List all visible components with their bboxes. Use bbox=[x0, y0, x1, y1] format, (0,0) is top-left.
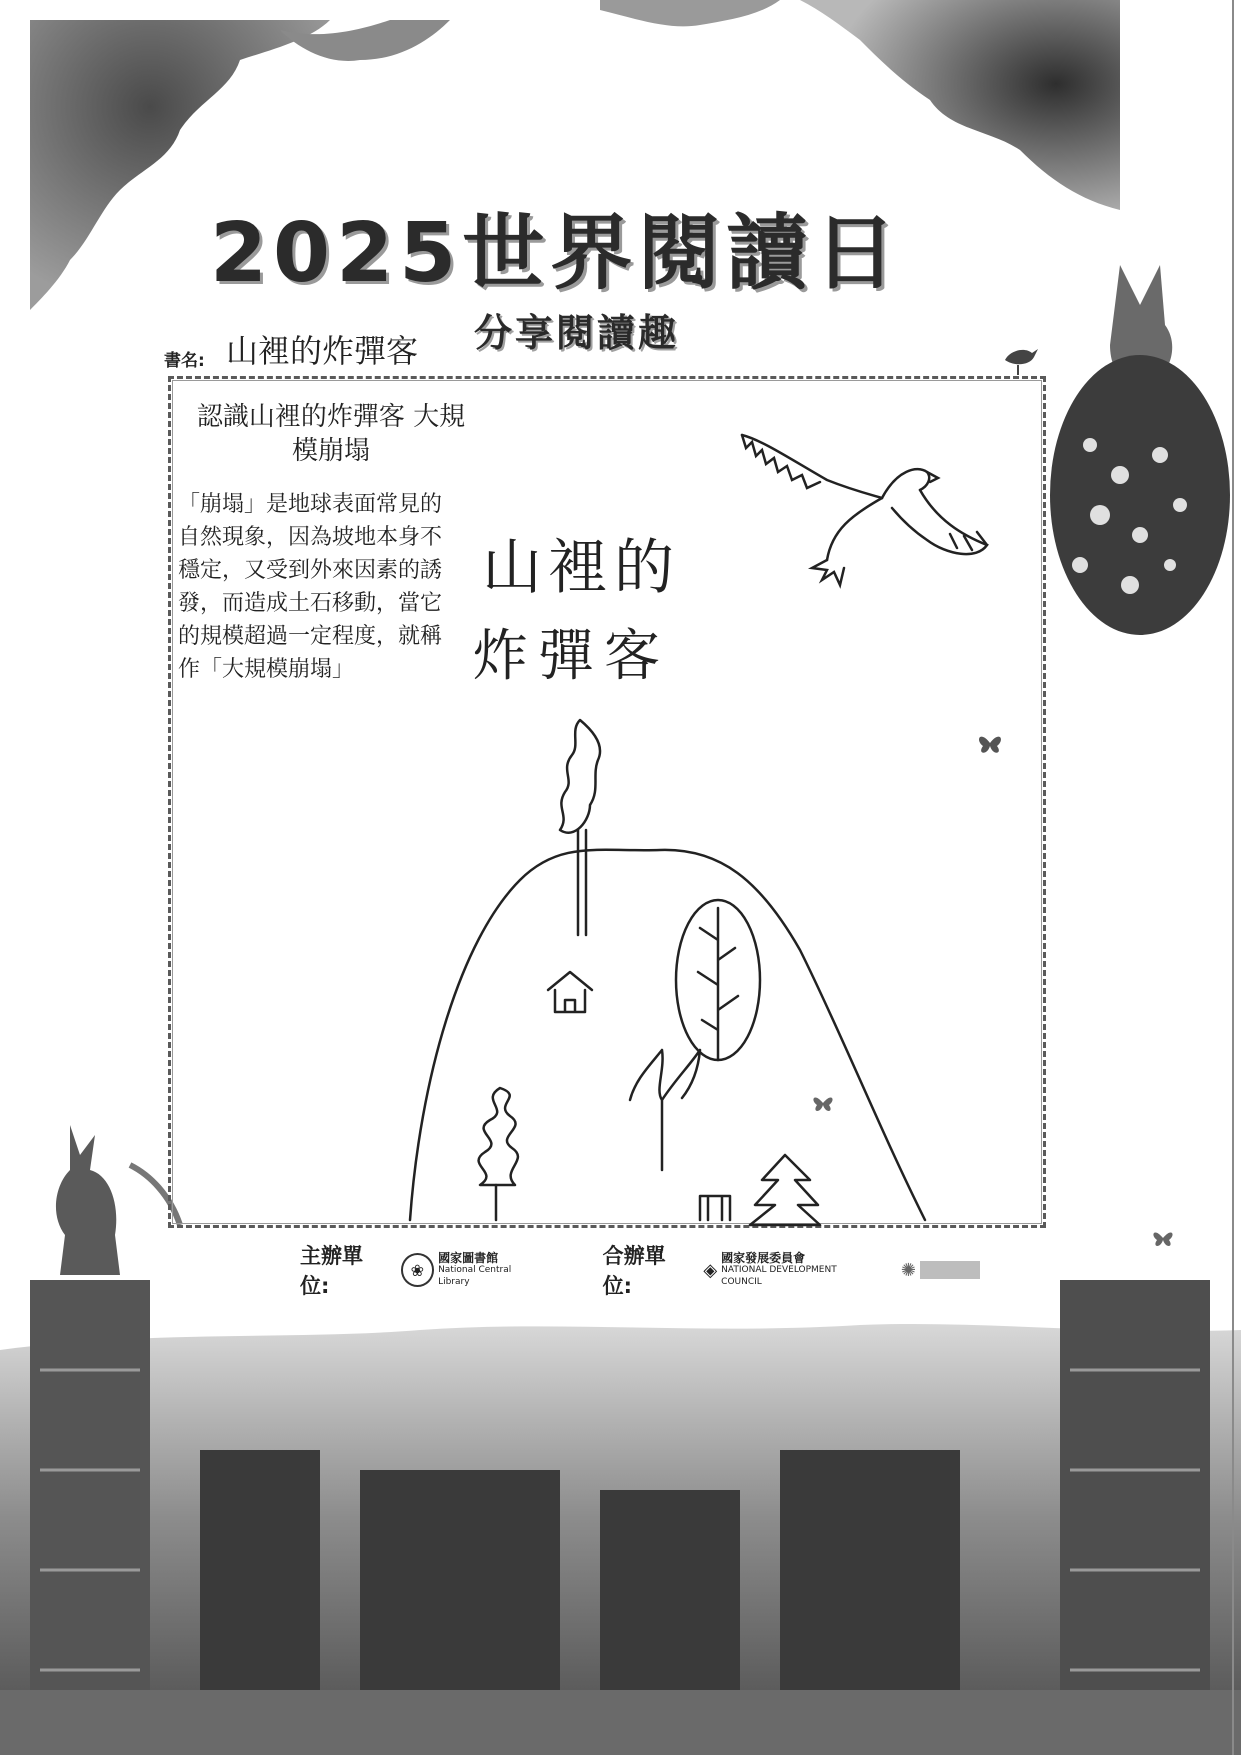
bottom-bookshelf-scenery bbox=[0, 1250, 1241, 1755]
book-title: 山裡的炸彈客 bbox=[226, 332, 419, 370]
third-partner-logo bbox=[901, 1260, 980, 1281]
poster-title: 2025世界閱讀日 bbox=[210, 206, 903, 301]
drawing-title-line1: 山裡的 bbox=[482, 533, 680, 603]
scan-edge-line bbox=[1232, 0, 1234, 1755]
ncl-logo bbox=[401, 1252, 544, 1288]
wolf-and-mushroom-illustration bbox=[1050, 245, 1230, 645]
butterfly-icon bbox=[1150, 1225, 1176, 1251]
co-organizer-name-en: NATIONAL DEVELOPMENT COUNCIL bbox=[721, 1265, 837, 1287]
ndc-mark-icon: ◈ bbox=[703, 1259, 718, 1281]
small-bird-icon bbox=[1000, 335, 1040, 375]
organizer-label: 主辦單位: bbox=[300, 1244, 363, 1298]
sponsor-bar bbox=[300, 1244, 980, 1298]
library-seal-icon: ❀ bbox=[401, 1253, 434, 1287]
mountain-drawing bbox=[400, 700, 980, 1240]
co-organizer-label: 合辦單位: bbox=[602, 1244, 666, 1298]
eagle-drawing bbox=[732, 420, 992, 600]
organizer-name-en: National Central Library bbox=[438, 1265, 512, 1287]
butterfly-icon bbox=[975, 728, 1005, 758]
book-label: 書名: bbox=[164, 351, 205, 371]
co-organizer-name-zh: 國家發展委員會 bbox=[721, 1251, 806, 1265]
ndc-logo bbox=[703, 1252, 877, 1288]
section-heading: 認識山裡的炸彈客 大規模崩塌 bbox=[196, 402, 466, 466]
poster-subtitle: 分享閱讀趣 bbox=[474, 311, 680, 355]
drawing-title-line2: 炸彈客 bbox=[472, 624, 670, 689]
butterfly-icon bbox=[810, 1090, 836, 1116]
organizer-name-zh: 國家圖書館 bbox=[438, 1251, 499, 1265]
partner-mark-icon: ✺ bbox=[900, 1259, 916, 1281]
section-body: 「崩塌」是地球表面常見的自然現象，因為坡地本身不穩定，又受到外來因素的誘發，而造成土石移動，當它的規模超過一定程度，就稱作「大規模崩塌」 bbox=[178, 492, 443, 682]
